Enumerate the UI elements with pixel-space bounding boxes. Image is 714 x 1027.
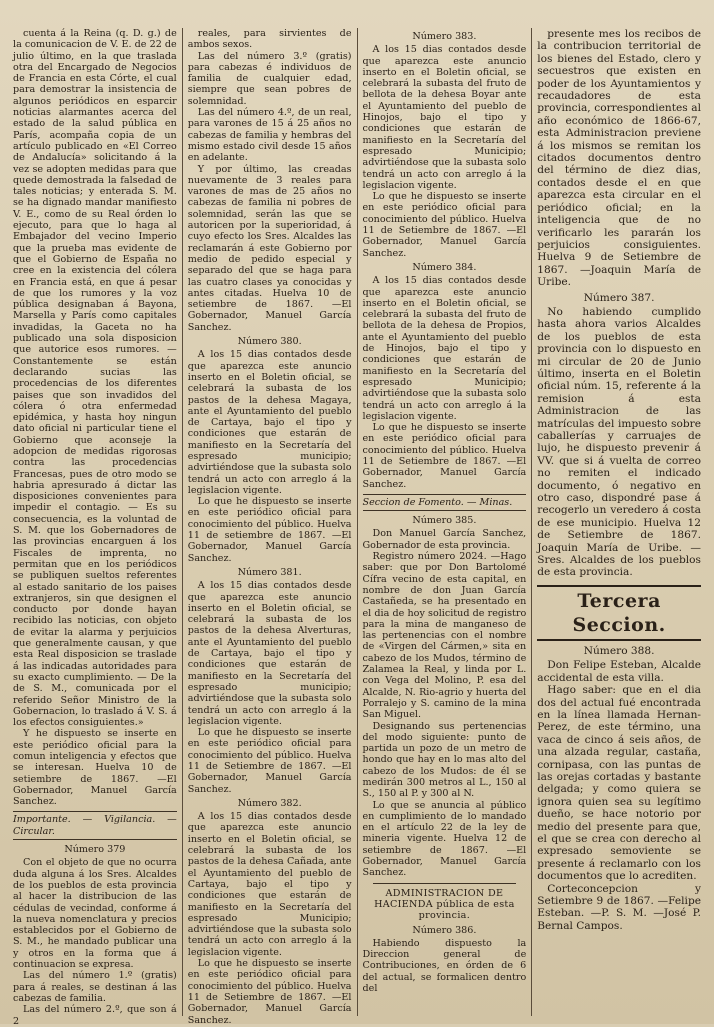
paragraph: Don Felipe Esteban, Alcalde accidental de esta villa. [537, 659, 701, 684]
section-title: Tercera Seccion. [537, 585, 701, 641]
notice-number: Número 386. [412, 924, 477, 936]
notice-number: Número 380. [237, 336, 302, 348]
paragraph: A los 15 dias contados desde que aparezca este anuncio inserto en el Boletin oficial, se celebrará la subasta de los pastos de la dehesa Magaya, ante el Ayuntamiento del pueblo de Cartaya, bajo el tipo y condiciones que estarán de manifiesto en la Secretaría del espresado municipio; advirtiéndose que la subasta solo tendrá un acto con arreglo á la legislacion vigente. [187, 349, 352, 496]
section-heading: Importante. — Vigilancia. — Circular. [13, 811, 177, 840]
paragraph: Con el objeto de que no ocurra duda alguna á los Sres. Alcaldes de los pueblos de esta provincia al hacer la distribucion de las cédulas de vecindad, conforme á la nueva nomenclatura y precios establecidos por el Gobierno de S. M., he mandado publicar una y otros en la forma que á continuacion se expresa. [13, 857, 177, 971]
paragraph: Y he dispuesto se inserte en este periódico oficial para la comun inteligencia y efectos que se interesan. Huelva 10 de setiembre de 1867. —El Gobernador, Manuel García Sanchez. [13, 728, 177, 808]
paragraph: reales, para sirvientes de ambos sexos. [187, 28, 352, 51]
paragraph: Y por último, las creadas nuevamente de 3 reales para varones de mas de 25 años no cabezas de familia ni pobres de solemnidad, serán las que se autoricen por la superioridad, á cuyo efecto los Sres. Alcaldes las reclamarán á este Gobierno por medio de pedido especial y separado del que se haga para las cuatro clases ya conocidas y antes citadas. Huelva 10 de setiembre de 1867. —El Gobernador, Manuel García Sanchez. [187, 163, 352, 333]
column-2 [183, 28, 358, 1026]
paragraph: Las del número 1.º (gratis) para á reales, se destinan á las cabezas de familia. [13, 970, 177, 1004]
column-3 [358, 28, 533, 1016]
paragraph: Lo que he dispuesto se inserte en este periódico oficial para conocimiento del público. Huelva 11 de Setiembre de 1867. —El Gobernador, Manuel García Sanchez. [187, 727, 352, 795]
section-heading: Seccion de Fomento. — Minas. [363, 494, 527, 511]
paragraph: Lo que he dispuesto se inserte en este periódico oficial para conocimiento del público. Huelva 11 de Setiembre de 1867. —El Gobernador, Manuel García Sanchez. [362, 422, 527, 490]
paragraph: Don Manuel García Sanchez, Gobernador de esta provincia. [362, 528, 527, 551]
notice-number: Número 384. [412, 261, 477, 273]
divider [373, 883, 517, 884]
paragraph: Las del número 3.º (gratis) para cabezas é individuos de familia de cualquier edad, siempre que sean pobres de solemnidad. [187, 50, 352, 107]
paragraph: A los 15 dias contados desde que aparezca este anuncio inserto en el Boletin oficial, se celebrará la subasta de los pastos de la dehesa Cañada, ante el Ayuntamiento del pueblo de Cartaya, bajo el tipo y condiciones que estarán de manifiesto en la Secretaría del espresado Municipio; advirtiéndose que la subasta solo tendrá un acto con arreglo á la legislacion vigente. [187, 811, 352, 958]
notice-number: Número 388. [583, 644, 655, 657]
administration-heading: ADMINISTRACION DE HACIENDA pública de esta provincia. [374, 887, 515, 922]
paragraph: Corteconcepcion y Setiembre 9 de 1867. —Felipe Esteban. —P. S. M. —José P. Bernal Campos. [537, 882, 701, 932]
notice-number: Número 381. [237, 566, 302, 578]
paragraph: A los 15 dias contados desde que aparezca este anuncio inserto en el Boletin oficial, se celebrará la subasta del fruto de bellota de la dehesa Boyar ante el Ayuntamiento del pueblo de Hinojos, bajo el tipo y condiciones que estarán de manifiesto en la Secretaría del espresado Municipio; advirtiéndose que la subasta solo tendrá un acto con arreglo á la legislacion vigente. [362, 44, 527, 191]
notice-number: Número 383. [412, 31, 477, 42]
paragraph: Habiendo dispuesto la Direccion general de Contribuciones, en órden de 6 del actual, se formalicen dentro del [362, 937, 527, 995]
column-1 [8, 28, 183, 1027]
notice-number: Número 385. [412, 515, 477, 527]
paragraph: Hago saber: que en el dia dos del actual fué encontrada en la línea llamada Hernan-Perez, de este término, una vaca de cinco á seis años, de una alzada regular, castaña, cornipasa, con las puntas de las orejas cortadas y bastante delgada; y como quiera se ignora quien sea su legítimo dueño, se hace notorio por medio del presente para que, el que se crea con derecho al expresado semoviente se presente á reclamarlo con los documentos que lo acrediten. [537, 684, 701, 883]
paragraph: Lo que he dispuesto se inserte en este periódico oficial para conocimiento del público. Huelva 11 de setiembre de 1867. —El Gobernador, Manuel García Sanchez. [187, 496, 352, 564]
paragraph: No habiendo cumplido hasta ahora varios Alcaldes de los pueblos de esta provincia con lo dispuesto en mi circular de 20 de Junio último, inserta en el Boletin oficial núm. 15, referente á la remision á esta Administracion de las matrículas del impuesto sobre caballerías y carruajes de lujo, he dispuesto prevenir á VV. que si á vuelta de correo no remiten el indicado documento, ó negativo en otro caso, dispondré pase á recogerlo un veredero á costa de ese municipio. Huelva 12 de Setiembre de 1867. Joaquin María de Uribe. —Sres. Alcaldes de los pueblos de esta provincia. [537, 305, 701, 579]
paragraph: Lo que he dispuesto se inserte en este periódico oficial para conocimiento del público. Huelva 11 de Setiembre de 1867. —El Gobernador, Manuel García Sanchez. [187, 958, 352, 1026]
paragraph: Lo que he dispuesto se inserte en este periódico oficial para conocimiento del público. Huelva 11 de Setiembre de 1867. —El Gobernador, Manuel García Sanchez. [362, 191, 527, 259]
notice-number: Número 387. [583, 291, 655, 304]
paragraph: Registro número 2024. —Hago saber: que por Don Bartolomé Cífra vecino de esta capital, en nombre de don Juan García Castañeda, se ha presentado en el dia de hoy solicitud de registro para la mina de manganeso de las pertenencias con el nombre de «Virgen del Cármen,» sita en cabezo de los Mudos, término de Zalamea la Real, y linda por L. con Vega del Molino, P. esa del Alcalde, N. Rio-agrio y huerta del Porralejo y S. camino de la mina San Miguel. [362, 551, 527, 721]
notice-number: Número 379 [64, 844, 126, 856]
paragraph: presente mes los recibos de la contribucion territorial de los bienes del Estado, clero y secuestros que existen en poder de los Ayuntamientos y recaudadores de esta provincia, correspondientes al año económico de 1866-67, esta Administracion previene á los mismos se remitan los citados documentos dentro del término de diez dias, contados desde el en que aparezca esta circular en el periódico oficial; en la inteligencia que de no verificarlo les pararán los perjuicios consiguientes. Huelva 9 de Setiembre de 1867. —Joaquin María de Uribe. [537, 28, 701, 289]
paragraph: Lo que se anuncia al público en cumplimiento de lo mandado en el artículo 22 de la ley de mineria vigente. Huelva 12 de setiembre de 1867. —El Gobernador, Manuel García Sanchez. [362, 799, 527, 879]
paragraph: A los 15 dias contados desde que aparezca este anuncio inserto en el Boletin oficial, se celebrará la subasta de los pastos de la dehesa Alverturas, ante el Ayuntamiento del pueblo de Cartaya, bajo el tipo y condiciones que estarán de manifiesto en la Secretaría del espresado municipio; advirtiéndose que la subasta solo tendrá un acto con arreglo á la legislacion vigente. [187, 580, 352, 727]
column-4 [532, 28, 706, 1016]
paragraph: Las del número 4.º, de un real, para varones de 15 á 25 años no cabezas de familia y hembras del mismo estado civil desde 15 años en adelante. [187, 107, 352, 164]
paragraph: cuenta á la Reina (q. D. g.) de la comunicacion de V. E. de 22 de julio último, en la que traslada otra del Encargado de Negocios de Francia en esta Córte, el cual para demostrar la insistencia de algunos periódicos en esparcir noticias alarmantes acerca del estado de la salud pública en París, acompaña copia de un artículo publicado en «El Correo de Andalucía» solicitando á la vez se adopten medidas para que quede demostrada la falsedad de tales noticias; y enterada S. M. se ha dignado mandar manifiesto V. E., como de su Real órden lo ejecuto, para que lo haga al Embajador del vecino Imperio que la prueba mas evidente de que el Gobierno de España no cree en la existencia del cólera en Francia está, en que á pesar de que los rumores y la voz pública designaban á Bayona, Marsella y París como capitales invadidas, la Gaceta no ha publicado una sola disposicion que autorice esos rumores. —Constantemente se están declarando sucias las procedencias de los diferentes paises que son invadidos del cólera ó otra enfermedad epidémica, y hasta hoy ningun dato oficial ni particular tiene el Gobierno que aconseje la adopcion de medidas rigorosas contra las procedencias Francesas, pues de otro modo se habria apresurado á dictar las disposiciones convenientes para impedir el contagio. — Es su consecuencia, es la voluntad de S. M. que los Gobernadores de las provincias encarguen á los Fiscales de imprenta, no permitan que en los periódicos se publiquen sueltos referentes al estado sanitario de los paises extranjeros, sin que designen el conducto por donde hayan recibido las noticias, con objeto de evitar la alarma y perjuicios que generalmente causan, y que esta Real disposicion se traslade á las indicadas autoridades para su exacto cumplimiento. — De la de S. M., comunicada por el referido Señor Ministro de la Gobernacion, lo traslado á V. S. á los efectos consiguientes.» [13, 28, 177, 729]
paragraph: Las del número 2.º, que son á 2 [13, 1004, 177, 1027]
paragraph: A los 15 dias contados desde que aparezca este anuncio inserto en el Boletin oficial, se celebrará la subasta del fruto de bellota de la dehesa de Propios, ante el Ayuntamiento del pueblo de Hinojos, bajo el tipo y condiciones que estarán de manifiesto en la Secretaría del espresado Municipio; advirtiéndose que la subasta solo tendrá un acto con arreglo á la legislacion vigente. [362, 275, 527, 422]
notice-number: Número 382. [237, 797, 302, 809]
column-container [8, 28, 706, 1027]
paragraph: Designando sus pertenencias del modo siguiente: punto de partida un pozo de un metro de hondo que hay en lo mas alto del cabezo de los Mudos: de él se medirán 300 metros al L., 150 al S., 150 al P. y 300 al N. [362, 720, 527, 800]
